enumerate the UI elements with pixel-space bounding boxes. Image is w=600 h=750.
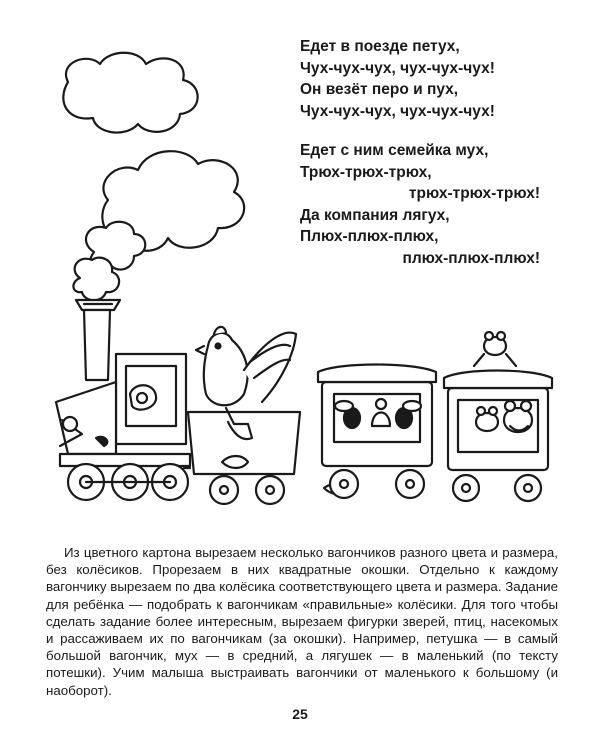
poem-line: Едет с ним семейка мух, xyxy=(300,142,489,159)
poem-line: Трюх-трюх-трюх, xyxy=(300,163,432,181)
poem-line: Едет в поезде петух, xyxy=(300,38,460,55)
poem-line: плюх-плюх-плюх! xyxy=(402,249,540,267)
body-paragraph: Из цветного картона вырезаем несколько вагончиков разного цвета и размера, без колёсиков. Прорезаем в них квадратные окошки. Отдельно к каждому вагончику вырезаем по два колёсика соответствующего цвета и размера. Задание для ребёнка — подобрать к вагончикам «правильные» колёсики. Для того чтобы сделать задание более интересным, вырезаем фигурки зверей, птиц, насекомых и рассаживаем их по вагончикам (за окошки). Например, петушка — в самый большой вагончик, мух — в средний, а лягушек — в маленький (по тексту потешки). Учим малыша выстраивать вагончики от маленького к большому (и наоборот). xyxy=(46,545,558,698)
wagon-small xyxy=(444,371,552,502)
page-number: 25 xyxy=(292,706,308,722)
poem-line: Чух-чух-чух, чух-чух-чух! xyxy=(300,59,495,77)
wagon-medium xyxy=(318,365,436,499)
poem-line: Чух-чух-чух, чух-чух-чух! xyxy=(300,102,495,120)
smoke-cloud-icon xyxy=(63,53,244,301)
poem-line: Да компания лягух, xyxy=(300,206,450,224)
poem-line: Плюх-плюх-плюх, xyxy=(300,228,439,245)
poem-line: трюх-трюх-трюх! xyxy=(408,185,540,202)
locomotive xyxy=(56,300,190,466)
locomotive-wheels xyxy=(68,464,188,500)
fly-icon xyxy=(335,399,421,428)
poem-line: Он везёт перо и пух, xyxy=(300,81,459,98)
train-illustration xyxy=(38,42,558,512)
